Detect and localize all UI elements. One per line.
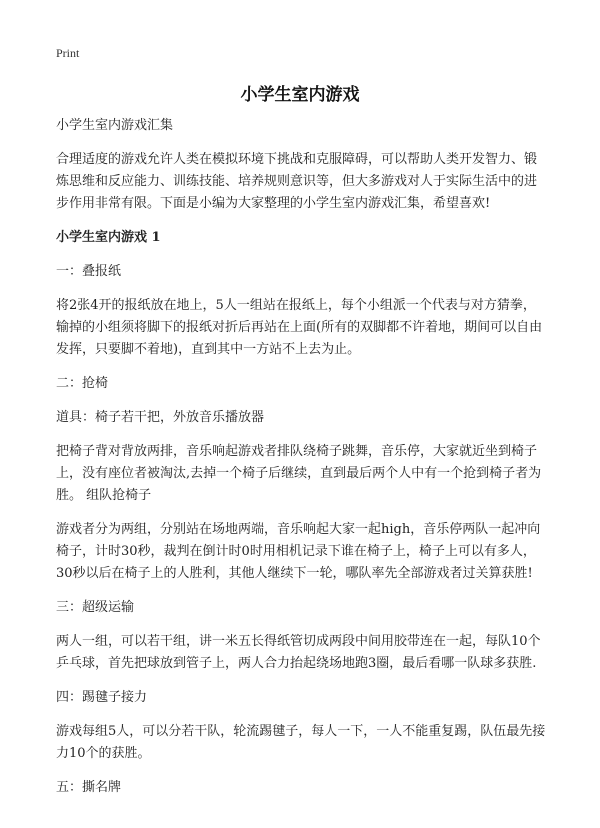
- game-paragraph: 将2张4开的报纸放在地上，5人一组站在报纸上，每个小组派一个代表与对方猜拳，输掉的小组须将脚下的报纸对折后再站在上面(所有的双脚都不许着地，期间可以自由发挥，只要脚不着地)，直到其中一方站不上去为止。: [56, 298, 543, 357]
- game-heading-2: 二：抢椅: [56, 376, 109, 391]
- page-title: 小学生室内游戏: [240, 85, 360, 105]
- game-heading-5: 五：撕名牌: [56, 780, 122, 795]
- intro-paragraph: 合理适度的游戏允许人类在模拟环境下挑战和克服障碍，可以帮助人类开发智力、锻炼思维和反应能力、训练技能、培养规则意识等，但大多游戏对人于实际生活中的进步作用非常有限。下面是小编为大家整理的小学生室内游戏汇集，希望喜欢!: [56, 152, 538, 211]
- print-link[interactable]: Print: [56, 46, 80, 60]
- game-paragraph: 两人一组，可以若干组，讲一米五长得纸管切成两段中间用胶带连在一起，每队10个乒乓球，首先把球放到管子上，两人合力抬起绕场地跑3圈，最后看哪一队球多获胜.: [56, 634, 541, 671]
- article-body: [56, 115, 546, 799]
- subtitle: 小学生室内游戏汇集: [56, 118, 174, 133]
- section-heading: 小学生室内游戏 1: [56, 230, 161, 245]
- game-paragraph: 游戏者分为两组，分别站在场地两端，音乐响起大家一起high，音乐停两队一起冲向椅子，计时30秒，裁判在倒计时0时用相机记录下谁在椅子上，椅子上可以有多人，30秒以后在椅子上的人胜利，其他人继续下一轮，哪队率先全部游戏者过关算获胜!: [56, 522, 541, 581]
- game-heading-4: 四：踢毽子接力: [56, 690, 148, 705]
- game-paragraph: 道具：椅子若干把，外放音乐播放器: [56, 410, 265, 425]
- game-heading-1: 一：叠报纸: [56, 264, 122, 279]
- game-paragraph: 游戏每组5人，可以分若干队，轮流踢毽子，每人一下，一人不能重复踢，队伍最先接力10个的获胜。: [56, 724, 546, 761]
- game-heading-3: 三：超级运输: [56, 600, 135, 615]
- game-paragraph: 把椅子背对背放两排，音乐响起游戏者排队绕椅子跳舞，音乐停，大家就近坐到椅子上，没有座位者被淘汰,去掉一个椅子后继续，直到最后两个人中有一个抢到椅子者为胜。 组队抢椅子: [56, 444, 542, 503]
